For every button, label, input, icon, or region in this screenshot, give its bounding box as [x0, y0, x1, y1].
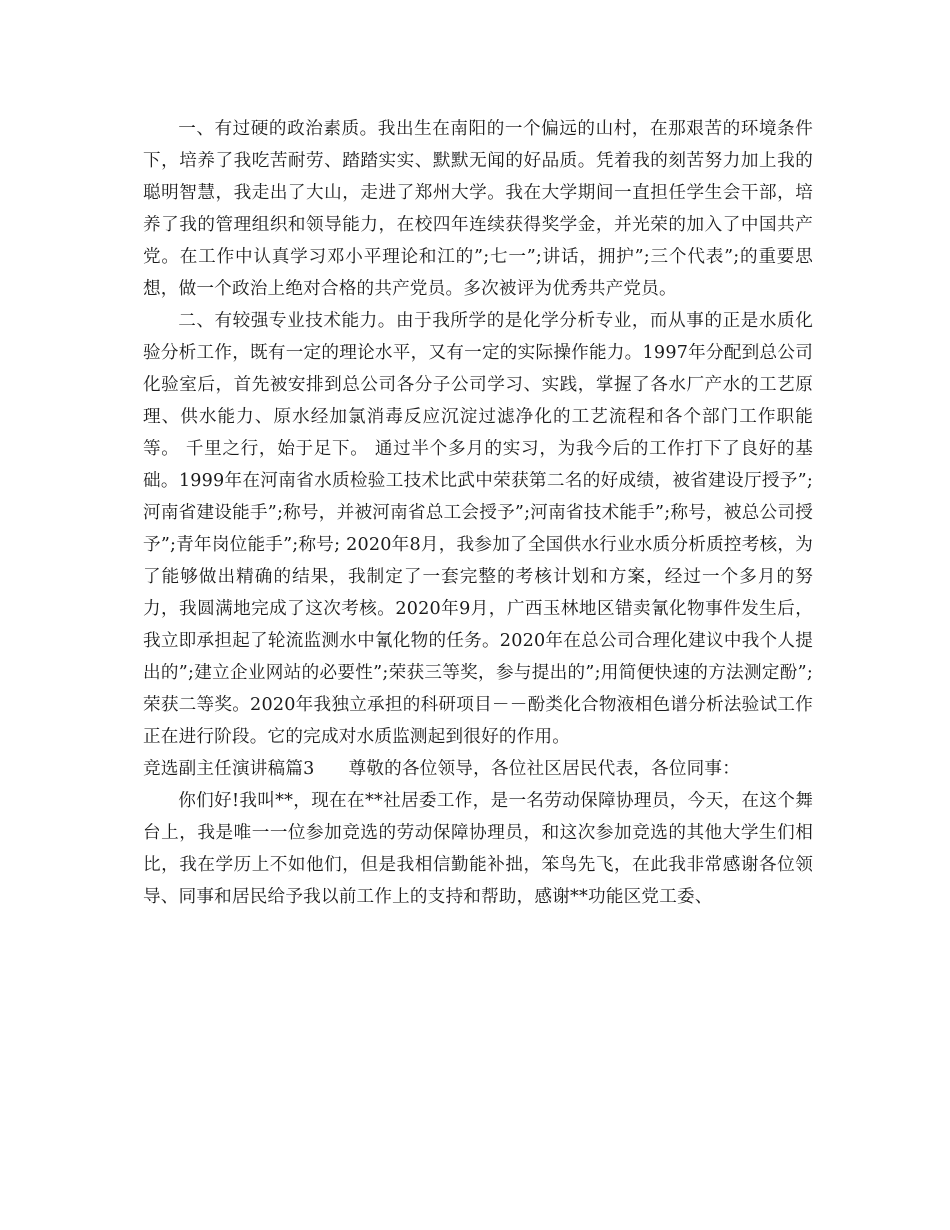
document-body: [143, 113, 813, 913]
paragraph-technical-ability: 二、有较强专业技术能力。由于我所学的是化学分析专业，而从事的正是水质化验分析工作，既有一定的理论水平，又有一定的实际操作能力。1997年分配到总公司化验室后，首先被安排到总公司各分子公司学习、实践，掌握了各水厂产水的工艺原理、供水能力、原水经加氯消毒反应沉淀过滤净化的工艺流程和各个部门工作职能等。 千里之行，始于足下。 通过半个多月的实习，为我今后的工作打下了良好的基础。1999年在河南省水质检验工技术比武中荣获第二名的好成绩，被省建设厅授予”;河南省建设能手”;称号，并被河南省总工会授予”;河南省技术能手”;称号，被总公司授予”;青年岗位能手”;称号; 2020年8月，我参加了全国供水行业水质分析质控考核，为了能够做出精确的结果，我制定了一套完整的考核计划和方案，经过一个多月的努力，我圆满地完成了这次考核。2020年9月，广西玉林地区错卖氰化物事件发生后，我立即承担起了轮流监测水中氰化物的任务。2020年在总公司合理化建议中我个人提出的”;建立企业网站的必要性”;荣获三等奖，参与提出的”;用简便快速的方法测定酚”;荣获二等奖。2020年我独立承担的科研项目－－酚类化合物液相色谱分析法验试工作正在进行阶段。它的完成对水质监测起到很好的作用。: [143, 311, 813, 747]
paragraph-self-introduction: 你们好!我叫**，现在在**社居委工作，是一名劳动保障协理员，今天，在这个舞台上，我是唯一一位参加竞选的劳动保障协理员，和这次参加竞选的其他大学生们相比，我在学历上不如他们，但是我相信勤能补拙，笨鸟先飞，在此我非常感谢各位领导、同事和居民给予我以前工作上的支持和帮助，感谢**功能区党工委、: [143, 791, 813, 907]
greeting: 尊敬的各位领导，各位社区居民代表，各位同事：: [348, 759, 741, 779]
speech-heading-line: [143, 753, 813, 785]
paragraph-political-quality: 一、有过硬的政治素质。我出生在南阳的一个偏远的山村，在那艰苦的环境条件下，培养了我吃苦耐劳、踏踏实实、默默无闻的好品质。凭着我的刻苦努力加上我的聪明智慧，我走出了大山，走进了郑州大学。我在大学期间一直担任学生会干部，培养了我的管理组织和领导能力，在校四年连续获得奖学金，并光荣的加入了中国共产党。在工作中认真学习邓小平理论和江的”;七一”;讲话，拥护”;三个代表”;的重要思想，做一个政治上绝对合格的共产党员。多次被评为优秀共产党员。: [143, 119, 813, 299]
section-title: 竞选副主任演讲稿篇3: [143, 759, 315, 779]
